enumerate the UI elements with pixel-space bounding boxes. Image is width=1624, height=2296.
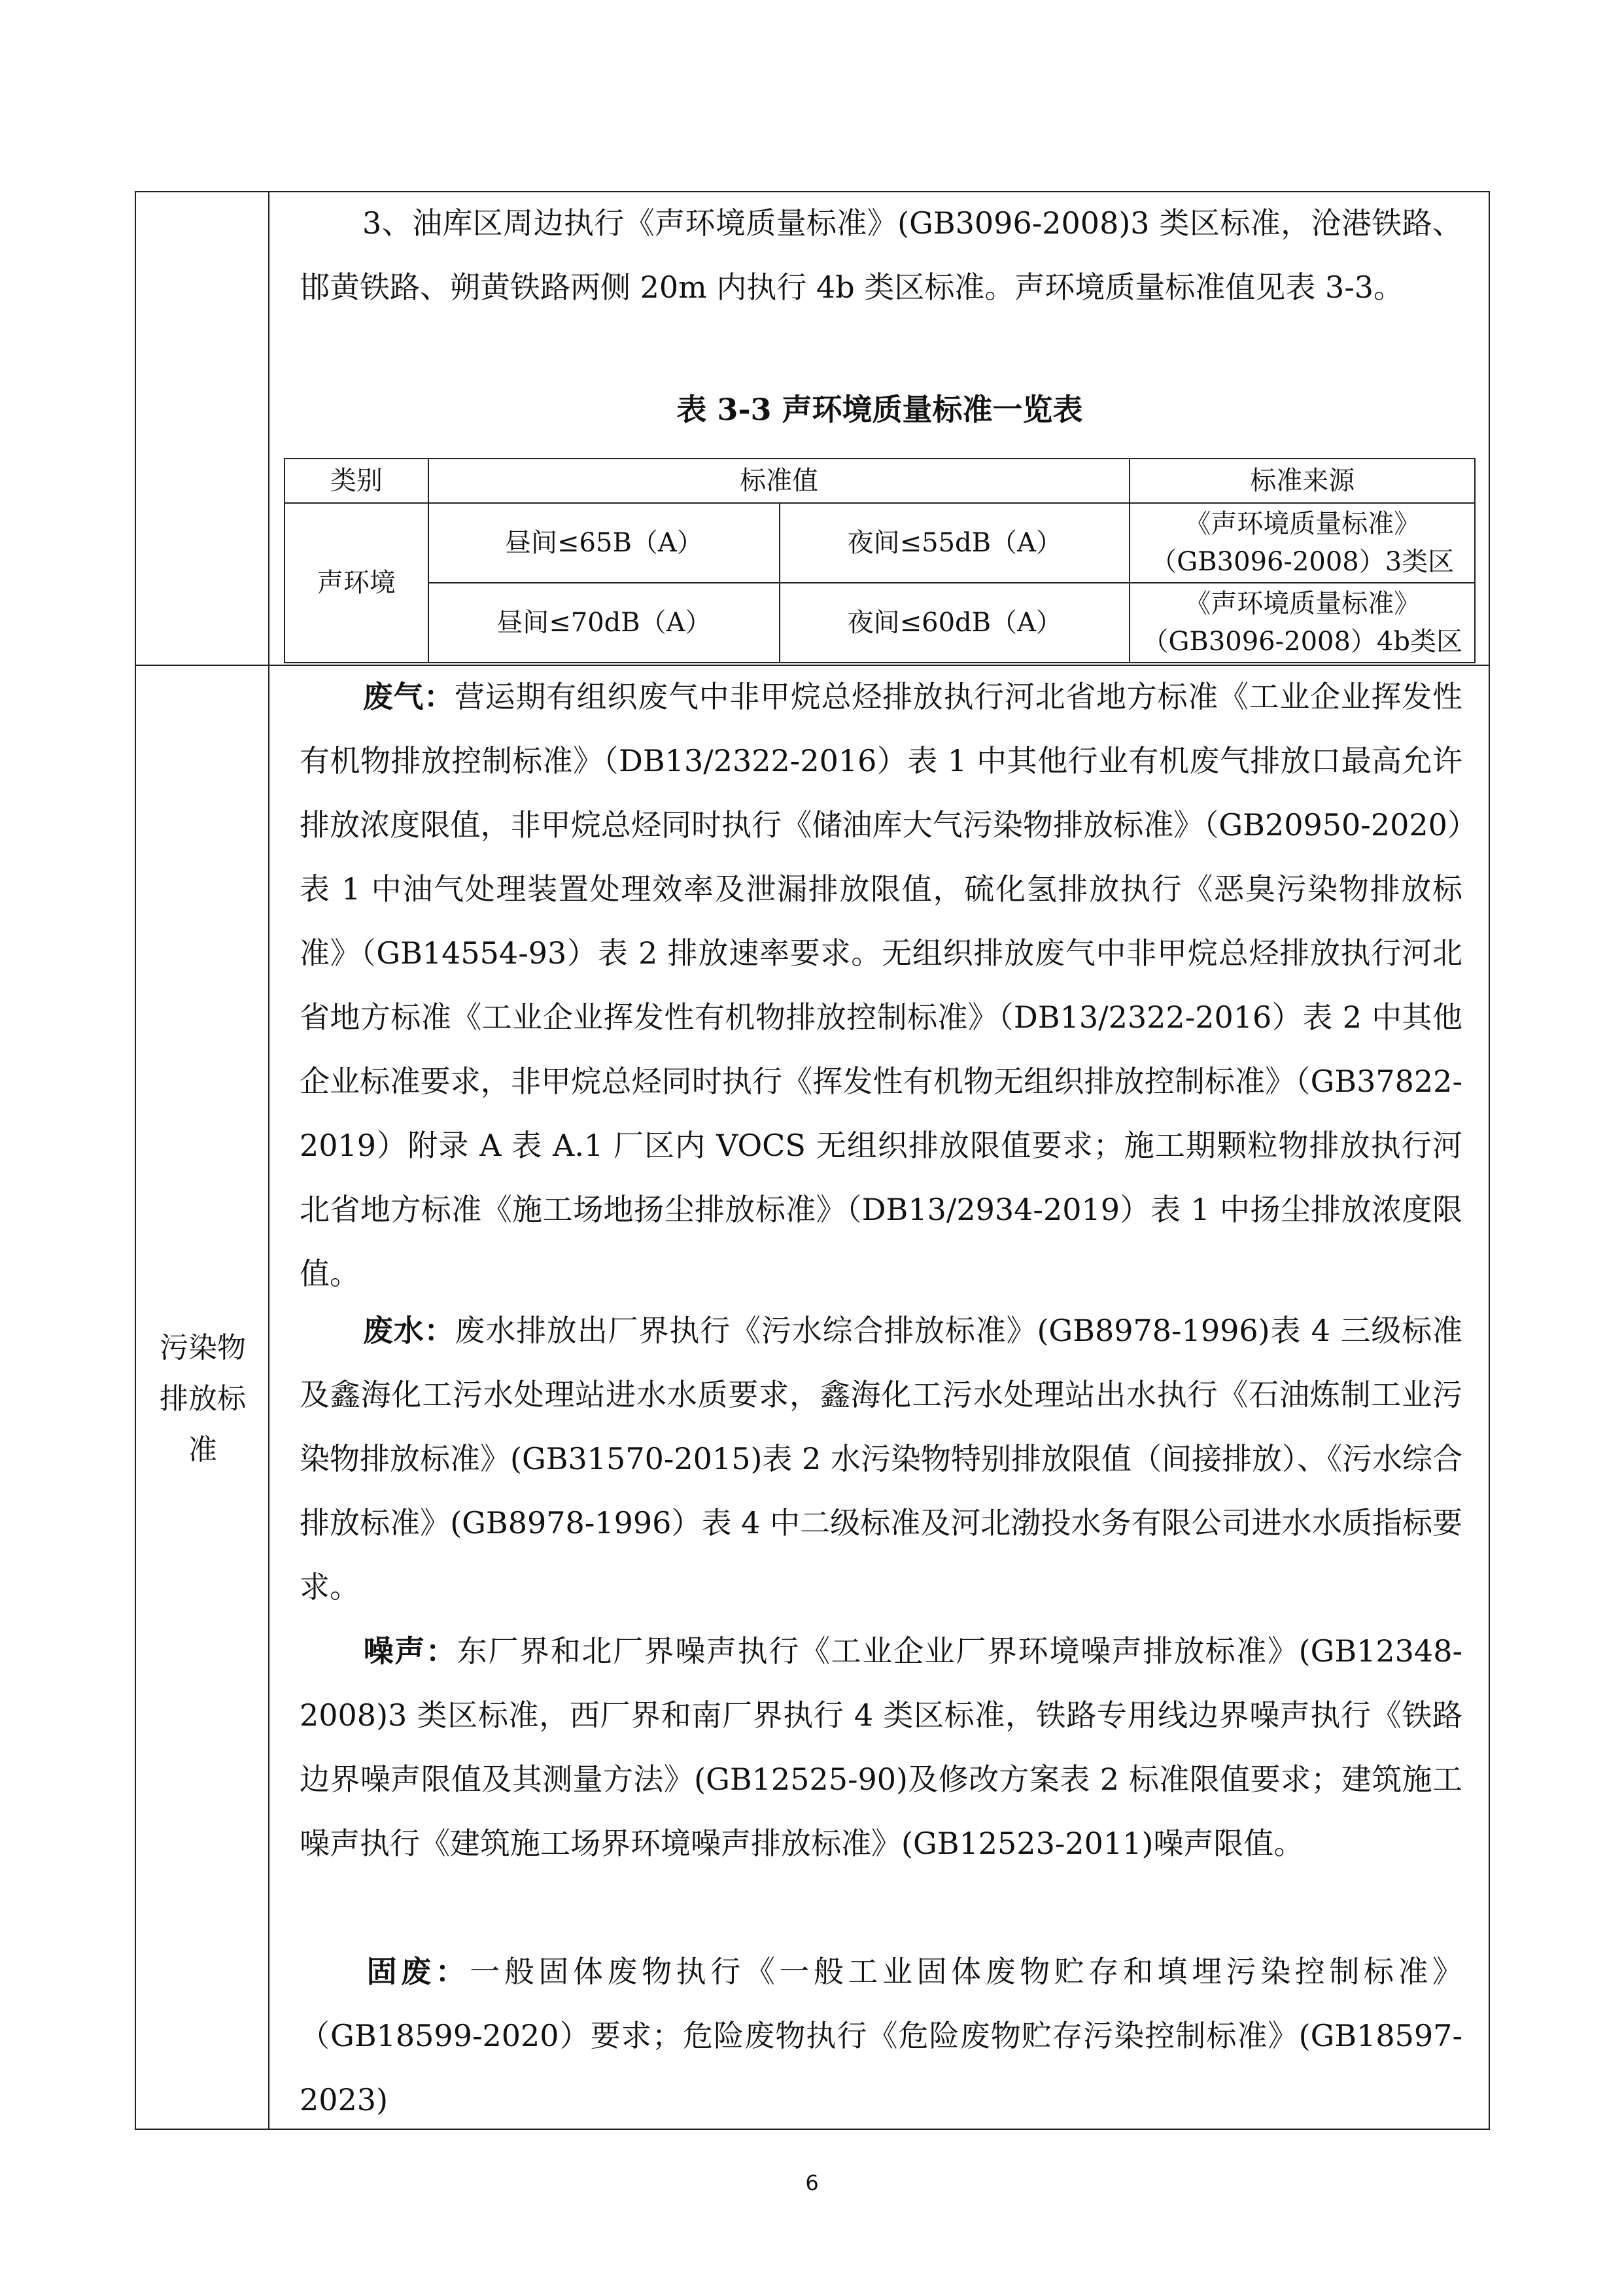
row-label-line: 污染物	[160, 1331, 246, 1365]
row-label	[136, 1323, 269, 1476]
header-standard-source: 标准来源	[1130, 459, 1475, 503]
source-cell	[1130, 503, 1475, 583]
header-standard-value: 标准值	[428, 459, 1130, 503]
waste-water-heading: 废水：	[362, 1313, 455, 1348]
day-value-cell: 昼间≤70dB（A）	[428, 583, 780, 663]
night-value-cell: 夜间≤55dB（A）	[780, 503, 1130, 583]
waste-water-paragraph	[300, 1298, 1462, 1619]
column-divider	[268, 191, 269, 2130]
source-line: 《声环境质量标准》	[1184, 589, 1421, 619]
noise-standard-paragraph: 3、油库区周边执行《声环境质量标准》(GB3096-2008)3 类区标准，沧港铁路、邯黄铁路、朔黄铁路两侧 20m 内执行 4b 类区标准。声环境质量标准值见表 3-3。	[300, 205, 1462, 305]
waste-gas-paragraph	[300, 665, 1462, 1306]
page-number: 6	[805, 2170, 819, 2195]
day-value-cell: 昼间≤65B（A）	[428, 503, 780, 583]
source-line: 《声环境质量标准》	[1184, 509, 1421, 539]
noise-paragraph	[300, 1619, 1462, 1875]
category-cell: 声环境	[285, 503, 428, 663]
waste-gas-text: 营运期有组织废气中非甲烷总烃排放执行河北省地方标准《工业企业挥发性有机物排放控制标准》（DB13/2322-2016）表 1 中其他行业有机废气排放口最高允许排放浓度限值，非甲烷总烃同时执行《储油库大气污染物排放标准》（GB20950-2020）表 1 中油气处理装置处理效率及泄漏排放限值，硫化氢排放执行《恶臭污染物排放标准》（GB14554-93）表 2 排放速率要求。无组织排放废气中非甲烷总烃排放执行河北省地方标准《工业企业挥发性有机物排放控制标准》（DB13/2322-2016）表 2 中其他企业标准要求，非甲烷总烃同时执行《挥发性有机物无组织排放控制标准》（GB37822-2019）附录 A 表 A.1 厂区内 VOCS 无组织排放限值要求；施工期颗粒物排放执行河北省地方标准《施工场地扬尘排放标准》（DB13/2934-2019）表 1 中扬尘排放浓度限值。	[300, 679, 1463, 1291]
header-category: 类别	[285, 459, 428, 503]
table-header-row	[285, 459, 1475, 503]
noise-heading: 噪声：	[362, 1633, 457, 1669]
night-value-cell: 夜间≤60dB（A）	[780, 583, 1130, 663]
row-label-line: 排放标	[160, 1382, 246, 1416]
noise-standard-table	[284, 458, 1476, 663]
waste-gas-heading: 废气：	[362, 679, 455, 714]
table-row	[285, 503, 1475, 583]
source-cell	[1130, 583, 1475, 663]
row-label-line: 准	[188, 1433, 217, 1467]
table-caption: 表 3-3 声环境质量标准一览表	[676, 392, 1083, 427]
solid-waste-text: 一般固体废物执行《一般工业固体废物贮存和填埋污染控制标准》（GB18599-2020）要求；危险废物执行《危险废物贮存污染控制标准》(GB18597-2023)	[300, 1954, 1462, 2117]
waste-water-text: 废水排放出厂界执行《污水综合排放标准》(GB8978-1996)表 4 三级标准及鑫海化工污水处理站进水水质要求，鑫海化工污水处理站出水执行《石油炼制工业污染物排放标准》(GB31570-2015)表 2 水污染物特别排放限值（间接排放）、《污水综合排放标准》(GB8978-1996）表 4 中二级标准及河北渤投水务有限公司进水水质指标要求。	[300, 1313, 1462, 1605]
source-line: （GB3096-2008）3类区	[1150, 547, 1455, 577]
source-line: （GB3096-2008）4b类区	[1142, 627, 1462, 657]
solid-waste-paragraph	[300, 1939, 1462, 2132]
solid-waste-heading: 固废：	[362, 1954, 470, 1989]
table-row	[285, 583, 1475, 663]
noise-text: 东厂界和北厂界噪声执行《工业企业厂界环境噪声排放标准》(GB12348-2008)3 类区标准，西厂界和南厂界执行 4 类区标准，铁路专用线边界噪声执行《铁路边界噪声限值及其测量方法》(GB12525-90)及修改方案表 2 标准限值要求；建筑施工噪声执行《建筑施工场界环境噪声排放标准》(GB12523-2011)噪声限值。	[300, 1633, 1463, 1861]
